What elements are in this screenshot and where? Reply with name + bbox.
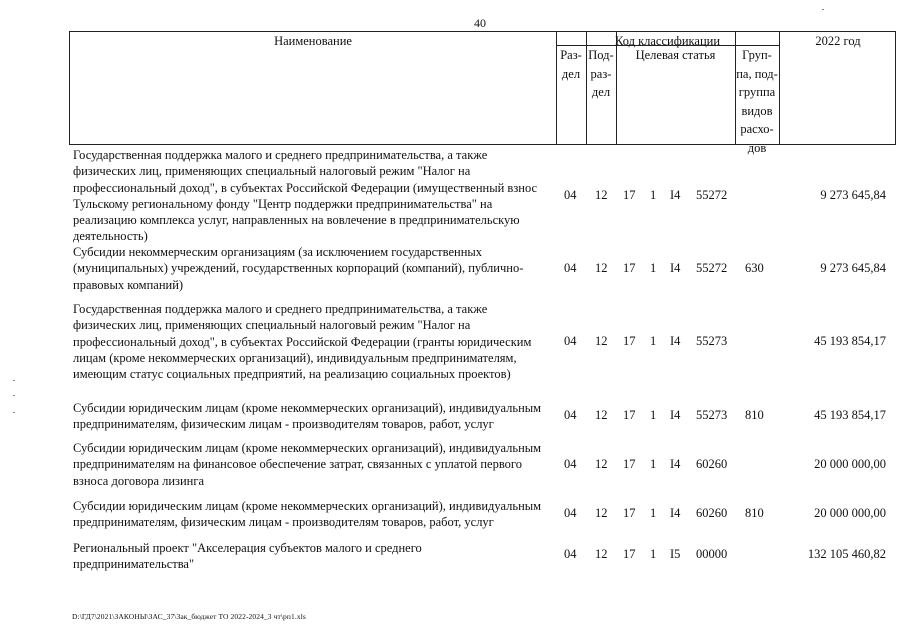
row-subsection: 12 xyxy=(595,261,608,275)
row-target-article-program: 17 xyxy=(623,188,636,202)
row-target-article-subprogram: 1 xyxy=(650,506,657,520)
page-number: 40 xyxy=(474,16,486,30)
row-name xyxy=(73,498,563,531)
row-amount: 9 273 645,84 xyxy=(820,188,886,202)
row-section: 04 xyxy=(564,457,577,471)
row-name-line: деятельность) xyxy=(73,229,148,244)
row-target-article-subprogram: 1 xyxy=(650,547,657,561)
row-target-article-program: 17 xyxy=(623,334,636,348)
row-expense-group: 810 xyxy=(745,408,764,422)
header-expense-group-line: Груп- xyxy=(742,48,772,62)
row-subsection: 12 xyxy=(595,506,608,520)
row-name-line: предпринимателям, физическим лицам - производителям товаров, работ, услуг xyxy=(73,417,494,432)
row-target-article-program: 17 xyxy=(623,457,636,471)
row-name-line: профессиональный доход", в субъектах Российской Федерации (гранты юридическим xyxy=(73,334,532,349)
row-name-line: правовых компаний) xyxy=(73,277,184,292)
row-amount: 45 193 854,17 xyxy=(814,334,886,348)
scan-speck xyxy=(13,395,15,396)
row-name-line: физических лиц, применяющих специальный налоговый режим "Налог на xyxy=(73,164,471,179)
scan-speck xyxy=(822,9,824,10)
scan-speck xyxy=(13,380,15,381)
header-expense-group-line: дов xyxy=(747,140,767,155)
header-name: Наименование xyxy=(274,34,352,48)
row-target-article-project: I5 xyxy=(670,547,681,561)
row-section: 04 xyxy=(564,334,577,348)
row-target-article-subprogram: 1 xyxy=(650,188,657,202)
header-expense-group-line: группа xyxy=(738,85,776,99)
row-amount: 9 273 645,84 xyxy=(820,261,886,275)
header-section xyxy=(556,46,586,83)
row-name-line: Субсидии юридическим лицам (кроме некоммерческих организаций), индивидуальным xyxy=(73,441,542,455)
row-target-article-direction: 00000 xyxy=(696,547,728,561)
row-subsection: 12 xyxy=(595,457,608,471)
header-year: 2022 год xyxy=(815,34,861,48)
row-section: 04 xyxy=(564,408,577,422)
row-expense-group: 810 xyxy=(745,506,764,520)
row-target-article-program: 17 xyxy=(623,261,636,275)
row-target-article-subprogram: 1 xyxy=(650,261,657,275)
file-path-footer: D:\ГД7\2021\ЗАКОНЫ\ЗАС_37\Зак_бюджет ТО 2022-2024_3 чт\рп1.xls xyxy=(72,612,306,621)
row-name xyxy=(73,540,563,573)
scan-speck xyxy=(13,412,15,413)
row-name-line: профессиональный доход", в субъектах Российской Федерации (имущественный взнос xyxy=(73,180,538,195)
row-subsection: 12 xyxy=(595,547,608,561)
row-name-line: Государственная поддержка малого и среднего предпринимательства, а также xyxy=(73,302,488,316)
row-target-article-subprogram: 1 xyxy=(650,334,657,348)
row-expense-group: 630 xyxy=(745,261,764,275)
row-target-article-subprogram: 1 xyxy=(650,457,657,471)
row-name-line: предпринимательства" xyxy=(73,557,195,572)
row-name-line: Субсидии юридическим лицам (кроме некоммерческих организаций), индивидуальным xyxy=(73,499,542,513)
row-subsection: 12 xyxy=(595,188,608,202)
row-name-line: Государственная поддержка малого и среднего предпринимательства, а также xyxy=(73,148,488,162)
row-name-line: лицам (кроме некоммерческих организаций), индивидуальным предпринимателям, xyxy=(73,350,517,365)
row-name xyxy=(73,440,563,489)
row-name-line: предпринимателям, физическим лицам - производителям товаров, работ, услуг xyxy=(73,515,494,530)
row-target-article-program: 17 xyxy=(623,506,636,520)
row-name-line: физических лиц, применяющих специальный налоговый режим "Налог на xyxy=(73,318,471,333)
row-amount: 45 193 854,17 xyxy=(814,408,886,422)
row-target-article-project: I4 xyxy=(670,408,681,422)
row-target-article-subprogram: 1 xyxy=(650,408,657,422)
header-subsection-line: Под- xyxy=(588,48,614,62)
row-target-article-project: I4 xyxy=(670,457,681,471)
header-expense-group xyxy=(735,46,779,157)
row-amount: 132 105 460,82 xyxy=(807,547,886,561)
header-expense-group-line: видов xyxy=(741,103,773,118)
row-target-article-direction: 60260 xyxy=(696,457,728,471)
row-target-article-direction: 55272 xyxy=(696,261,728,275)
row-name-line: реализацию комплекса услуг, направленных на вовлечение в предпринимательскую xyxy=(73,213,520,228)
header-expense-group-line: расхо- xyxy=(740,122,774,136)
header-classification-code: Код классификации xyxy=(614,34,721,48)
row-target-article-direction: 55272 xyxy=(696,188,728,202)
row-name-line: Тульскому региональному фонду "Центр поддержки предпринимательства" на xyxy=(73,196,493,211)
row-name-line: имеющим статус социальных предприятий, на реализацию социальных проектов) xyxy=(73,367,511,382)
row-target-article-direction: 60260 xyxy=(696,506,728,520)
row-amount: 20 000 000,00 xyxy=(814,457,886,471)
row-target-article-program: 17 xyxy=(623,547,636,561)
row-section: 04 xyxy=(564,188,577,202)
row-name xyxy=(73,244,563,293)
row-name xyxy=(73,400,563,433)
row-name-line: Субсидии некоммерческим организациям (за исключением государственных xyxy=(73,245,483,259)
row-target-article-project: I4 xyxy=(670,506,681,520)
row-section: 04 xyxy=(564,261,577,275)
row-name-line: Субсидии юридическим лицам (кроме некоммерческих организаций), индивидуальным xyxy=(73,401,542,415)
row-subsection: 12 xyxy=(595,408,608,422)
row-section: 04 xyxy=(564,506,577,520)
row-name-line: взноса договора лизинга xyxy=(73,473,205,488)
header-subsection-line: раз- xyxy=(590,66,612,81)
header-section-line: Раз- xyxy=(560,48,582,62)
row-amount: 20 000 000,00 xyxy=(814,506,886,520)
row-target-article-project: I4 xyxy=(670,261,681,275)
header-section-line: дел xyxy=(561,66,581,81)
row-target-article-program: 17 xyxy=(623,408,636,422)
header-subsection-line: дел xyxy=(591,85,611,99)
row-subsection: 12 xyxy=(595,334,608,348)
row-name xyxy=(73,301,563,382)
row-target-article-project: I4 xyxy=(670,188,681,202)
row-name-line: Региональный проект "Акселерация субъектов малого и среднего xyxy=(73,541,422,555)
header-subsection xyxy=(586,46,616,102)
header-expense-group-line: па, под- xyxy=(736,66,778,81)
row-target-article-project: I4 xyxy=(670,334,681,348)
header-target-article: Целевая статья xyxy=(635,48,716,62)
row-section: 04 xyxy=(564,547,577,561)
row-target-article-direction: 55273 xyxy=(696,334,728,348)
row-name-line: предпринимателям на финансовое обеспечение затрат, связанных с уплатой первого xyxy=(73,457,522,472)
row-name-line: (муниципальных) учреждений, государственных корпораций (компаний), публично- xyxy=(73,261,524,276)
row-name xyxy=(73,147,563,245)
row-target-article-direction: 55273 xyxy=(696,408,728,422)
